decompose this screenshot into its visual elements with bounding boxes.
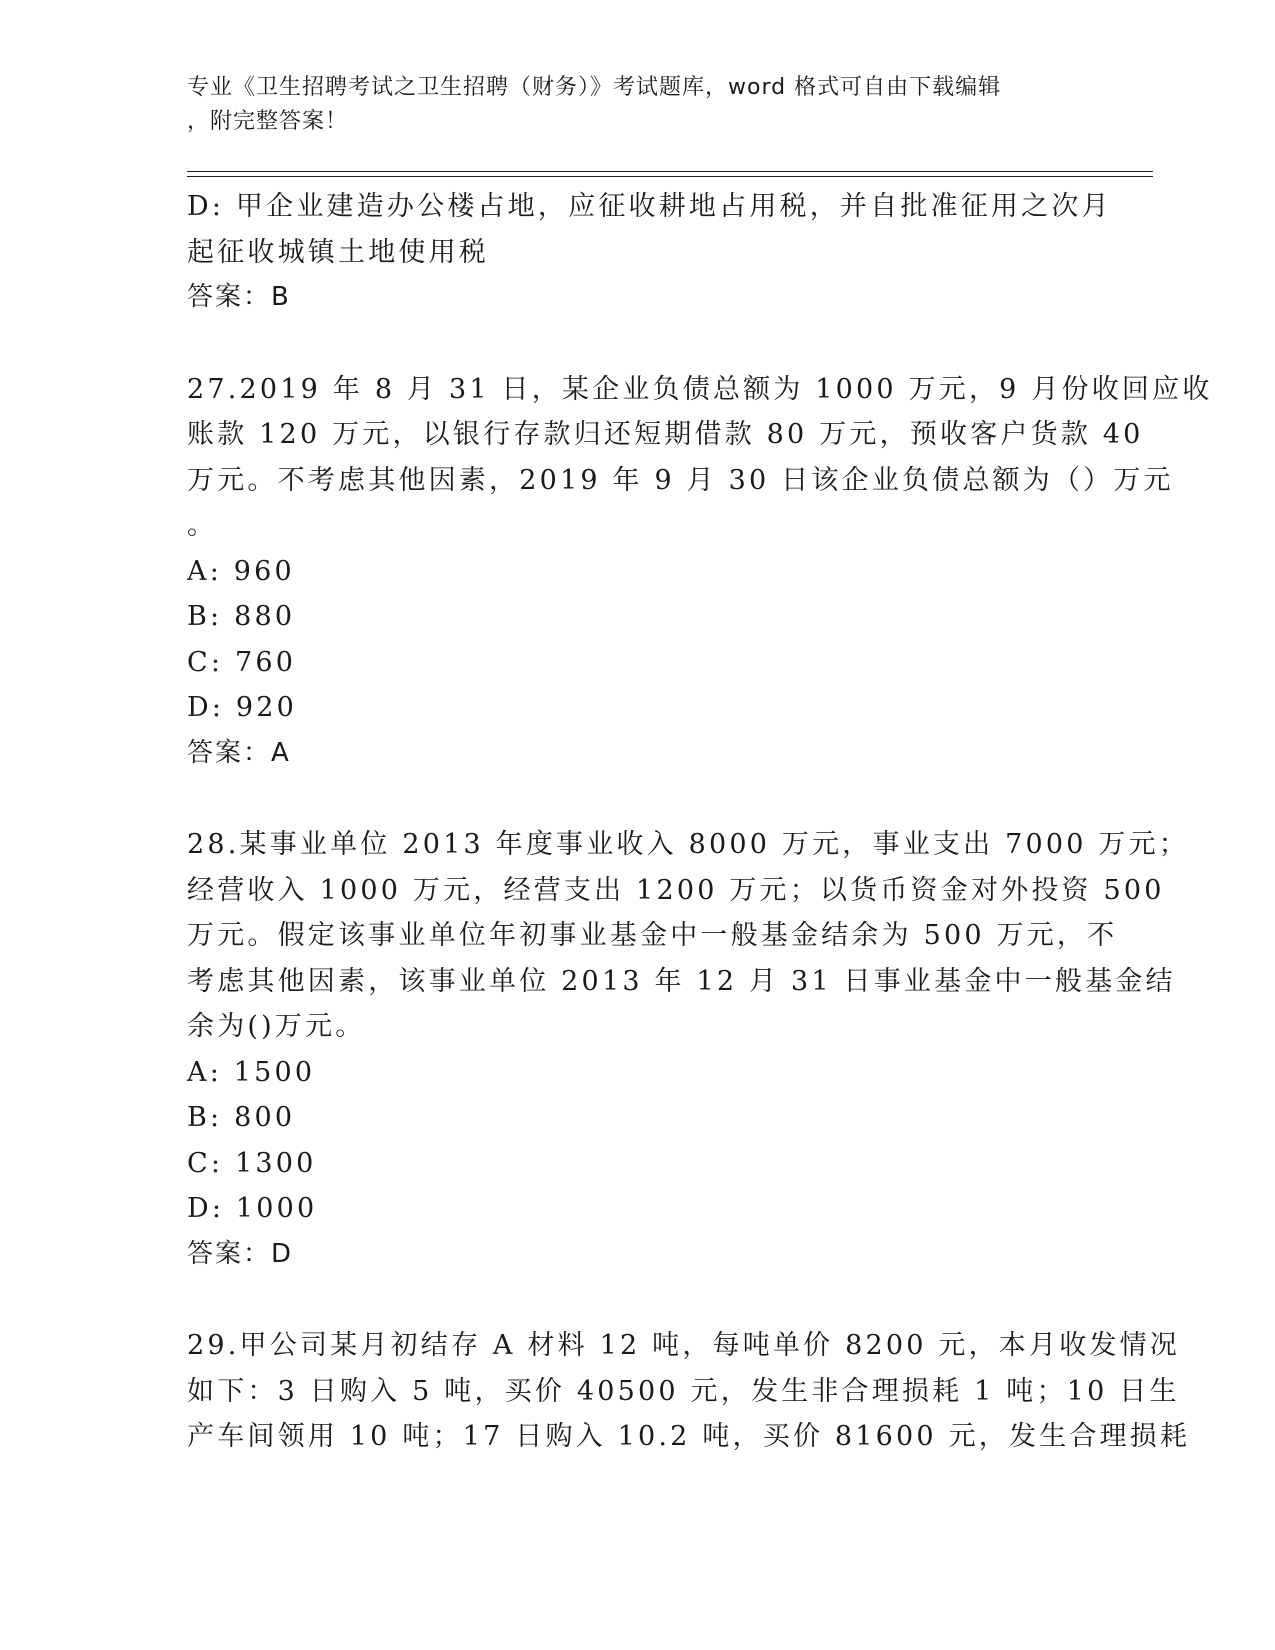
header-rule-bottom [187,176,1153,177]
question-text-line: 经营收入 1000 万元，经营支出 1200 万元；以货币资金对外投资 500 [187,874,1165,906]
question-text-line: 29.甲公司某月初结存 A 材料 12 吨，每吨单价 8200 元，本月收发情况 [187,1330,1181,1361]
question-text-line: 。 [187,510,218,541]
question-27 [187,367,1213,777]
option-c: C: 1300 [187,1147,317,1179]
question-28 [187,822,1189,1277]
option-a: A: 960 [187,555,295,587]
answer-label: 答案：A [187,737,291,768]
option-c: C: 760 [187,646,297,678]
answer-label: 答案：B [187,282,291,312]
option-b: B: 800 [187,1102,296,1133]
question-text-line: 27.2019 年 8 月 31 日，某企业负债总额为 1000 万元，9 月份收回应收 [187,373,1213,405]
header-line-1: 专业《卫生招聘考试之卫生招聘（财务）》考试题库，word 格式可自由下载编辑 [187,75,1002,100]
question-text-line: 万元。不考虑其他因素，2019 年 9 月 30 日该企业负债总额为（）万元 [187,464,1174,496]
option-d-line-1: D: 甲企业建造办公楼占地，应征收耕地占用税，并自批准征用之次月 [187,191,1112,222]
question-text-line: 产车间领用 10 吨；17 日购入 10.2 吨，买价 81600 元，发生合理损耗 [187,1421,1191,1452]
question-text-line: 28.某事业单位 2013 年度事业收入 8000 万元，事业支出 7000 万元； [187,829,1189,860]
header-line-2: ，附完整答案！ [187,109,349,134]
document-header [187,71,1067,139]
question-text-line: 考虑其他因素，该事业单位 2013 年 12 月 31 日事业基金中一般基金结 [187,965,1176,997]
question-29 [187,1323,1191,1460]
option-d: D: 1000 [187,1193,318,1224]
option-a: A: 1500 [187,1056,316,1088]
option-d-line-2: 起征收城镇土地使用税 [187,236,489,268]
question-text-line: 余为()万元。 [187,1011,366,1042]
option-d: D: 920 [187,692,298,723]
answer-label: 答案：D [187,1238,294,1269]
question-text-line: 万元。假定该事业单位年初事业基金中一般基金结余为 500 万元，不 [187,920,1118,951]
header-rule-top [187,171,1153,172]
question-text-line: 如下：3 日购入 5 吨，买价 40500 元，发生非合理损耗 1 吨；10 日生 [187,1375,1180,1407]
question-content [187,184,1213,1460]
question-text-line: 账款 120 万元，以银行存款归还短期借款 80 万元，预收客户货款 40 [187,419,1144,450]
option-b: B: 880 [187,601,296,632]
question-26-tail [187,184,1112,321]
